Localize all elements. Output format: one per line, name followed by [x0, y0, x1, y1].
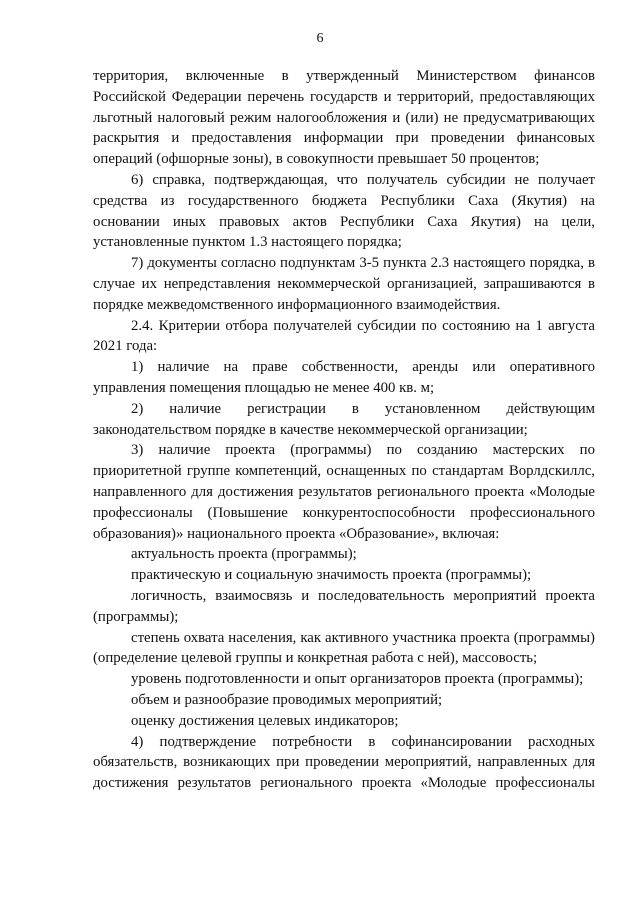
paragraph-indicators: оценку достижения целевых индикаторов; — [131, 712, 399, 729]
page-number: 6 — [316, 31, 324, 46]
paragraph-criterion-4: 4) подтверждение потребности в софинансировании расходных обязательств, возникающих при проведении мероприятий, направленных для достижения результатов регионального проекта «Молодые профессионалы — [93, 733, 595, 792]
paragraph-relevance: актуальность проекта (программы); — [131, 546, 357, 563]
paragraph-criterion-1: 1) наличие на праве собственности, аренды или оперативного управления помещения площадью не менее 400 кв. м; — [93, 359, 595, 396]
paragraph-preparedness: уровень подготовленности и опыт организаторов проекта (программы); — [131, 671, 584, 688]
document-body — [93, 66, 595, 794]
paragraph-offshore-continuation: территория, включенные в утвержденный Министерством финансов Российской Федерации перечень государств и территорий, предоставляющих льготный налоговый режим налогообложения и (или) не предусматривающих раскрытия и предоставления информации при проведении финансовых операций (офшорные зоны), в совокупности превышает 50 процентов; — [93, 68, 595, 168]
paragraph-coverage: степень охвата населения, как активного участника проекта (программы) (определение целевой группы и конкретная работа с ней), массовость; — [93, 629, 595, 667]
paragraph-criterion-3: 3) наличие проекта (программы) по созданию мастерских по приоритетной группе компетенций, оснащенных по стандартам Ворлдскиллс, направленного для достижения результатов регионального проекта «Молодые профессионалы (Повышение конкурентоспособности профессионального образования)» национального проекта «Образование», включая: — [93, 442, 595, 542]
paragraph-logic: логичность, взаимосвязь и последовательность мероприятий проекта (программы); — [93, 587, 595, 625]
paragraph-significance: практическую и социальную значимость проекта (программы); — [131, 567, 532, 584]
paragraph-item-7: 7) документы согласно подпунктам 3-5 пункта 2.3 настоящего порядка, в случае их непредставления некоммерческой организацией, запрашиваются в порядке межведомственного информационного взаимодействия. — [93, 255, 595, 313]
paragraph-criterion-2: 2) наличие регистрации в установленном действующим законодательством порядке в качестве некоммерческой организации; — [93, 400, 595, 438]
paragraph-volume: объем и разнообразие проводимых мероприятий; — [131, 691, 443, 708]
paragraph-item-6: 6) справка, подтверждающая, что получатель субсидии не получает средства из государственного бюджета Республики Саха (Якутия) на основании иных правовых актов Республики Саха Якутия) на цели, установленные пунктом 1.3 настоящего порядка; — [93, 171, 595, 251]
paragraph-section-2-4: 2.4. Критерии отбора получателей субсидии по состоянию на 1 августа 2021 года: — [93, 317, 595, 355]
